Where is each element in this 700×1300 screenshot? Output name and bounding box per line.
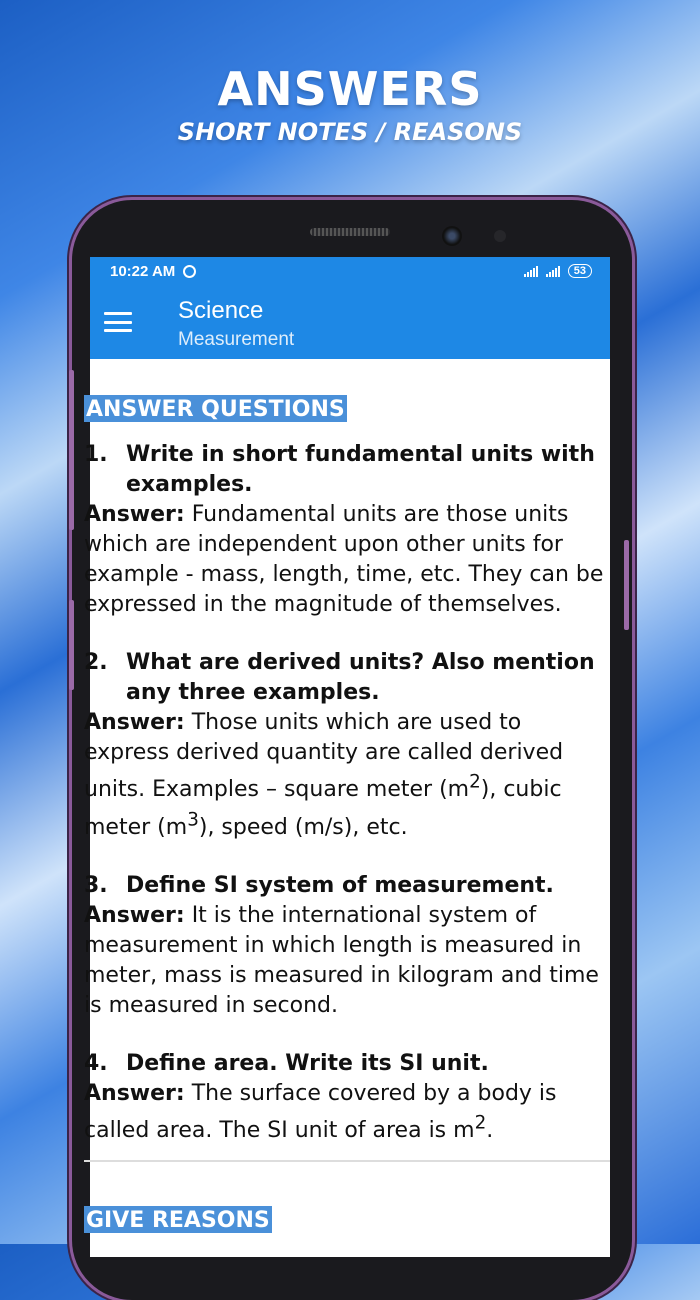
- question-number: 3.: [84, 872, 108, 898]
- question-item: [84, 1049, 610, 1146]
- battery-icon: 53: [568, 264, 592, 278]
- app-bar: [90, 285, 610, 359]
- answer-label: Answer:: [84, 1080, 185, 1106]
- question-line: any three examples.: [126, 680, 380, 705]
- menu-icon[interactable]: [104, 312, 132, 332]
- promo-subtitle: SHORT NOTES / REASONS: [177, 118, 523, 146]
- question-number: 1.: [84, 442, 108, 467]
- front-camera: [442, 226, 462, 246]
- phone-side-button: [69, 600, 74, 690]
- answer-content: [84, 359, 610, 1233]
- status-bar: [90, 257, 610, 285]
- promo-title: ANSWERS: [217, 62, 483, 116]
- question-text: [84, 1049, 604, 1079]
- section-heading: GIVE REASONS: [86, 1207, 270, 1233]
- answer-label: Answer:: [84, 710, 185, 735]
- signal-icon: [524, 265, 538, 277]
- alarm-icon: [183, 265, 196, 278]
- question-item: [84, 871, 610, 1021]
- question-line: Define SI system of measurement.: [126, 872, 554, 898]
- answer-text: The surface covered by a body is called area. The SI unit of area is $m^2$.: [84, 1080, 557, 1143]
- question-text: [84, 440, 604, 470]
- status-time: 10:22 AM: [110, 262, 176, 280]
- question-line: Define area. Write its SI unit.: [126, 1050, 489, 1076]
- status-icons: [524, 264, 592, 278]
- question-line: What are derived units? Also mention: [126, 650, 595, 675]
- section-heading: ANSWER QUESTIONS: [86, 397, 345, 422]
- question-number: 2.: [84, 650, 108, 675]
- question-item: [84, 648, 610, 843]
- answer-text: Fundamental units are those units which are independent upon other units for example - mass, length, time, etc. They can be expressed in the magnitude of themselves.: [84, 502, 604, 617]
- question-text: [84, 871, 604, 901]
- answer-text: It is the international system of measurement in which length is measured in meter, mass is measured in kilogram and time is measured in second.: [84, 902, 599, 1018]
- question-item: [84, 440, 610, 620]
- answer-label: Answer:: [84, 902, 185, 928]
- answer-text: Those units which are used to express derived quantity are called derived units. Examples – square meter $(m^2)$, cubic meter $(m^3)$, speed (m/s), etc.: [84, 710, 564, 840]
- question-text: [84, 648, 604, 678]
- phone-side-button: [69, 370, 74, 530]
- app-subtitle: Measurement: [178, 329, 295, 350]
- question-number: 4.: [84, 1050, 108, 1076]
- answer-label: Answer:: [84, 502, 185, 527]
- proximity-sensor: [494, 230, 506, 242]
- question-line: examples.: [126, 472, 253, 497]
- app-title: Science: [178, 297, 264, 324]
- signal-icon: [546, 265, 560, 277]
- phone-screen: [84, 257, 610, 1257]
- question-line: Write in short fundamental units with: [126, 442, 595, 467]
- section-divider: [84, 1160, 610, 1162]
- phone-side-button: [624, 540, 629, 630]
- phone-speaker: [310, 228, 390, 236]
